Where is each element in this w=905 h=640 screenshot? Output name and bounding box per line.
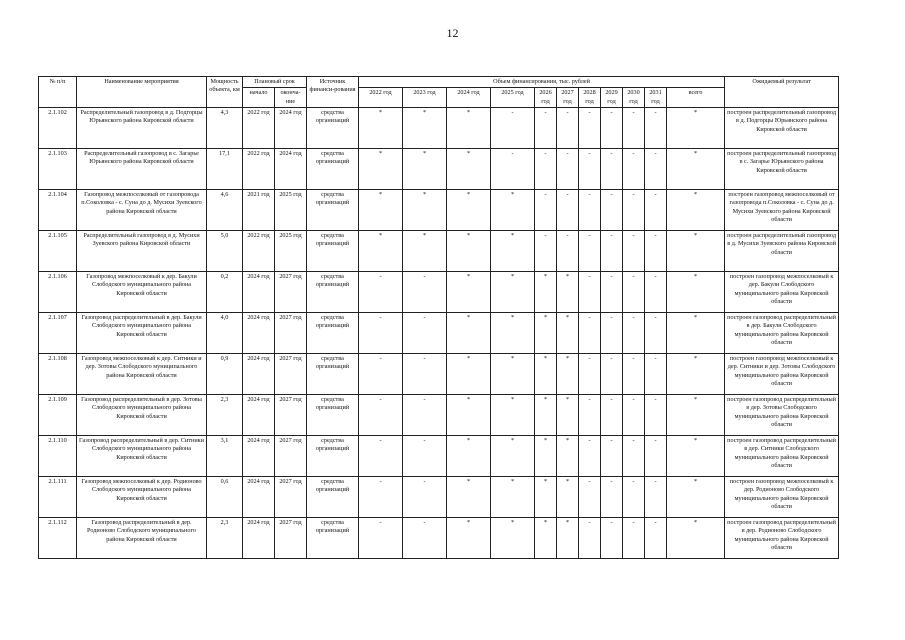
row-result: построен распределительный газопровод в д. Подгорцы Юрьянского района Кировской области <box>725 108 839 149</box>
header-capacity: Мощность объекта, км <box>207 77 243 108</box>
row-funding-cell: - <box>579 313 601 354</box>
row-source: средства организаций <box>307 108 359 149</box>
row-funding-cell: - <box>623 477 645 518</box>
header-year-2031: 2031 год <box>645 88 667 108</box>
header-year-2027: 2027 год <box>557 88 579 108</box>
header-year-2029: 2029 год <box>601 88 623 108</box>
row-result: построен газопровод распределительный в дер. Зотовы Слободского муниципального района Кировской области <box>725 395 839 436</box>
row-funding-cell: - <box>359 272 403 313</box>
row-funding-cell: * <box>667 108 725 149</box>
row-funding-cell: - <box>623 395 645 436</box>
row-funding-cell: - <box>359 477 403 518</box>
header-planned-term: Плановый срок <box>243 77 307 88</box>
table-row <box>39 436 839 477</box>
row-capacity: 4,3 <box>207 108 243 149</box>
table-row <box>39 231 839 272</box>
row-source: средства организаций <box>307 272 359 313</box>
row-capacity: 4,6 <box>207 190 243 231</box>
row-start: 2024 год <box>243 313 275 354</box>
row-end: 2027 год <box>275 436 307 477</box>
row-funding-cell: * <box>557 354 579 395</box>
row-num: 2.1.109 <box>39 395 77 436</box>
row-funding-cell: - <box>359 436 403 477</box>
row-funding-cell: - <box>403 477 447 518</box>
row-capacity: 17,1 <box>207 149 243 190</box>
row-funding-cell: - <box>579 149 601 190</box>
row-funding-cell: - <box>601 395 623 436</box>
row-source: средства организаций <box>307 477 359 518</box>
row-num: 2.1.108 <box>39 354 77 395</box>
row-funding-cell: - <box>601 354 623 395</box>
row-funding-cell: * <box>557 436 579 477</box>
header-year-2030: 2030 год <box>623 88 645 108</box>
row-funding-cell: - <box>645 313 667 354</box>
row-capacity: 4,0 <box>207 313 243 354</box>
row-funding-cell: * <box>667 395 725 436</box>
row-funding-cell: * <box>447 313 491 354</box>
row-funding-cell: * <box>557 395 579 436</box>
row-funding-cell: - <box>601 149 623 190</box>
row-funding-cell: * <box>535 354 557 395</box>
row-name: Газопровод межпоселковый к дер. Родионово Слободского муниципального района Кировской области <box>77 477 207 518</box>
row-source: средства организаций <box>307 149 359 190</box>
row-funding-cell: * <box>491 354 535 395</box>
row-funding-cell: - <box>601 477 623 518</box>
row-end: 2024 год <box>275 149 307 190</box>
row-num: 2.1.102 <box>39 108 77 149</box>
row-result: построен газопровод межпоселковый к дер. Родионово Слободского муниципального района Кировской области <box>725 477 839 518</box>
row-funding-cell: - <box>601 231 623 272</box>
row-funding-cell: - <box>557 149 579 190</box>
row-funding-cell: - <box>491 149 535 190</box>
row-funding-cell: * <box>447 518 491 559</box>
row-funding-cell: - <box>557 108 579 149</box>
row-funding-cell: - <box>535 190 557 231</box>
header-source: Источник финанси-рования <box>307 77 359 108</box>
row-funding-cell: * <box>447 354 491 395</box>
row-funding-cell: - <box>535 231 557 272</box>
row-funding-cell: * <box>359 149 403 190</box>
row-name: Распределительный газопровод в с. Загарье Юрьянского района Кировской области <box>77 149 207 190</box>
header-row-1 <box>39 77 839 88</box>
row-result: построен газопровод распределительный в дер. Бакули Слободского муниципального района Кировской области <box>725 313 839 354</box>
row-funding-cell: * <box>535 313 557 354</box>
funding-table <box>38 76 839 559</box>
row-num: 2.1.110 <box>39 436 77 477</box>
row-funding-cell: - <box>645 477 667 518</box>
row-start: 2022 год <box>243 149 275 190</box>
row-result: построен распределительный газопровод в с. Загарье Юрьянского района Кировской области <box>725 149 839 190</box>
row-funding-cell: * <box>491 518 535 559</box>
row-funding-cell: - <box>623 231 645 272</box>
row-source: средства организаций <box>307 395 359 436</box>
row-funding-cell: * <box>403 231 447 272</box>
header-year-2025: 2025 год <box>491 88 535 108</box>
row-funding-cell: - <box>579 518 601 559</box>
row-funding-cell: * <box>447 231 491 272</box>
row-start: 2022 год <box>243 231 275 272</box>
row-funding-cell: * <box>557 477 579 518</box>
row-funding-cell: * <box>491 436 535 477</box>
row-end: 2025 год <box>275 231 307 272</box>
row-funding-cell: * <box>403 190 447 231</box>
row-funding-cell: - <box>579 190 601 231</box>
row-start: 2024 год <box>243 354 275 395</box>
row-funding-cell: * <box>359 231 403 272</box>
row-source: средства организаций <box>307 436 359 477</box>
row-funding-cell: - <box>535 108 557 149</box>
row-funding-cell: - <box>623 313 645 354</box>
row-result: построен газопровод распределительный в дер. Ситники Слободского муниципального района Кировской области <box>725 436 839 477</box>
row-num: 2.1.105 <box>39 231 77 272</box>
row-funding-cell: - <box>403 518 447 559</box>
row-end: 2027 год <box>275 354 307 395</box>
row-funding-cell: - <box>601 272 623 313</box>
row-funding-cell: * <box>667 149 725 190</box>
row-capacity: 0,9 <box>207 354 243 395</box>
row-funding-cell: - <box>601 108 623 149</box>
row-funding-cell: * <box>667 477 725 518</box>
header-num: № п/п <box>39 77 77 108</box>
row-funding-cell: - <box>579 436 601 477</box>
table-row <box>39 190 839 231</box>
row-funding-cell: * <box>491 231 535 272</box>
row-funding-cell: * <box>667 313 725 354</box>
row-funding-cell: * <box>557 518 579 559</box>
header-year-2026: 2026 год <box>535 88 557 108</box>
row-funding-cell: * <box>667 272 725 313</box>
table-row <box>39 108 839 149</box>
row-funding-cell: - <box>645 436 667 477</box>
row-funding-cell: * <box>359 108 403 149</box>
page-number: 12 <box>446 26 459 40</box>
row-funding-cell: * <box>557 313 579 354</box>
row-funding-cell: - <box>359 518 403 559</box>
row-funding-cell: - <box>403 395 447 436</box>
row-funding-cell: * <box>403 149 447 190</box>
table-row <box>39 395 839 436</box>
row-funding-cell: - <box>601 436 623 477</box>
header-start: начало <box>243 88 275 108</box>
row-funding-cell: - <box>359 354 403 395</box>
row-funding-cell: - <box>579 395 601 436</box>
row-end: 2027 год <box>275 395 307 436</box>
row-funding-cell: - <box>601 313 623 354</box>
row-funding-cell: - <box>601 190 623 231</box>
row-source: средства организаций <box>307 313 359 354</box>
row-start: 2024 год <box>243 477 275 518</box>
table-row <box>39 518 839 559</box>
row-funding-cell: * <box>535 477 557 518</box>
row-funding-cell: * <box>667 436 725 477</box>
row-funding-cell: - <box>403 272 447 313</box>
header-year-2022: 2022 год <box>359 88 403 108</box>
row-funding-cell: - <box>579 354 601 395</box>
row-source: средства организаций <box>307 518 359 559</box>
row-name: Газопровод распределительный в дер. Зотовы Слободского муниципального района Кировской области <box>77 395 207 436</box>
row-funding-cell: * <box>491 477 535 518</box>
row-end: 2027 год <box>275 518 307 559</box>
row-name: Распределительный газопровод в д. Подгорцы Юрьянского района Кировской области <box>77 108 207 149</box>
row-funding-cell: * <box>491 395 535 436</box>
header-total: всего <box>667 88 725 108</box>
row-funding-cell: * <box>447 272 491 313</box>
row-funding-cell: - <box>579 272 601 313</box>
row-funding-cell: - <box>359 313 403 354</box>
header-result: Ожидаемый результат <box>725 77 839 108</box>
row-end: 2027 год <box>275 477 307 518</box>
row-funding-cell: - <box>645 149 667 190</box>
header-year-2023: 2023 год <box>403 88 447 108</box>
row-result: построен газопровод межпоселковый к дер. Ситники и дер. Зотовы Слободского муниципального района Кировской области <box>725 354 839 395</box>
header-name: Наименование мероприятия <box>77 77 207 108</box>
row-source: средства организаций <box>307 231 359 272</box>
row-funding-cell: - <box>623 149 645 190</box>
row-funding-cell: * <box>667 354 725 395</box>
row-name: Газопровод распределительный в дер. Бакули Слободского муниципального района Кировской области <box>77 313 207 354</box>
table-row <box>39 354 839 395</box>
row-result: построен газопровод межпоселковый от газопровода п.Соколовка - с. Суна до д. Мусихи Зуевского района Кировской области <box>725 190 839 231</box>
row-funding-cell: - <box>645 395 667 436</box>
row-result: построен газопровод межпоселковый к дер. Бакули Слободского муниципального района Кировской области <box>725 272 839 313</box>
row-funding-cell: * <box>535 395 557 436</box>
row-funding-cell: - <box>403 436 447 477</box>
row-funding-cell: * <box>667 190 725 231</box>
row-num: 2.1.106 <box>39 272 77 313</box>
row-funding-cell: - <box>645 108 667 149</box>
row-end: 2025 год <box>275 190 307 231</box>
row-funding-cell: * <box>447 149 491 190</box>
header-end: оконча-ние <box>275 88 307 108</box>
row-funding-cell: - <box>645 190 667 231</box>
row-funding-cell: * <box>535 272 557 313</box>
row-funding-cell: * <box>447 108 491 149</box>
row-num: 2.1.103 <box>39 149 77 190</box>
row-capacity: 2,3 <box>207 518 243 559</box>
row-funding-cell: * <box>447 477 491 518</box>
row-funding-cell: * <box>667 518 725 559</box>
row-funding-cell: - <box>579 477 601 518</box>
row-start: 2024 год <box>243 518 275 559</box>
row-funding-cell: - <box>601 518 623 559</box>
row-capacity: 5,0 <box>207 231 243 272</box>
row-funding-cell: - <box>557 190 579 231</box>
table-row <box>39 272 839 313</box>
row-funding-cell: - <box>623 354 645 395</box>
row-start: 2024 год <box>243 395 275 436</box>
row-funding-cell: - <box>579 108 601 149</box>
row-name: Газопровод распределительный в дер. Ситники Слободского муниципального района Кировской области <box>77 436 207 477</box>
row-end: 2027 год <box>275 313 307 354</box>
row-result: построен газопровод распределительный в дер. Родионово Слободского муниципального района Кировской области <box>725 518 839 559</box>
row-name: Распределительный газопровод в д. Мусихи Зуевского района Кировской области <box>77 231 207 272</box>
row-funding-cell: - <box>359 395 403 436</box>
row-num: 2.1.104 <box>39 190 77 231</box>
row-funding-cell: - <box>557 231 579 272</box>
row-end: 2024 год <box>275 108 307 149</box>
row-funding-cell: - <box>403 313 447 354</box>
row-start: 2022 год <box>243 108 275 149</box>
row-funding-cell: - <box>579 231 601 272</box>
row-funding-cell: * <box>491 272 535 313</box>
row-funding-cell: - <box>623 436 645 477</box>
row-funding-cell: * <box>447 436 491 477</box>
table-row <box>39 149 839 190</box>
row-funding-cell: - <box>623 272 645 313</box>
row-funding-cell: * <box>359 190 403 231</box>
row-capacity: 0,2 <box>207 272 243 313</box>
row-funding-cell: * <box>667 231 725 272</box>
row-source: средства организаций <box>307 190 359 231</box>
row-start: 2024 год <box>243 436 275 477</box>
row-funding-cell: * <box>447 190 491 231</box>
row-capacity: 3,1 <box>207 436 243 477</box>
row-num: 2.1.111 <box>39 477 77 518</box>
row-funding-cell: - <box>645 231 667 272</box>
row-start: 2024 год <box>243 272 275 313</box>
row-funding-cell: - <box>623 190 645 231</box>
row-funding-cell: * <box>535 518 557 559</box>
row-funding-cell: * <box>557 272 579 313</box>
row-funding-cell: * <box>403 108 447 149</box>
row-capacity: 2,3 <box>207 395 243 436</box>
row-funding-cell: * <box>535 436 557 477</box>
row-name: Газопровод распределительный в дер. Родионово Слободского муниципального района Кировской области <box>77 518 207 559</box>
row-end: 2027 год <box>275 272 307 313</box>
row-funding-cell: - <box>491 108 535 149</box>
row-funding-cell: * <box>491 313 535 354</box>
header-year-2028: 2028 год <box>579 88 601 108</box>
row-num: 2.1.107 <box>39 313 77 354</box>
row-name: Газопровод межпоселковый к дер. Бакули Слободского муниципального района Кировской области <box>77 272 207 313</box>
header-funding: Объем финансирования, тыс. рублей <box>359 77 725 88</box>
table-row <box>39 313 839 354</box>
row-start: 2021 год <box>243 190 275 231</box>
row-result: построен распределительный газопровод в д. Мусихи Зуевского района Кировской области <box>725 231 839 272</box>
row-funding-cell: - <box>645 272 667 313</box>
row-funding-cell: - <box>623 518 645 559</box>
row-name: Газопровод межпоселковый к дер. Ситники и дер. Зотовы Слободского муниципального района Кировской области <box>77 354 207 395</box>
row-name: Газопровод межпоселковый от газопровода п.Соколовка - с. Суна до д. Мусихи Зуевского района Кировской области <box>77 190 207 231</box>
row-funding-cell: - <box>403 354 447 395</box>
header-year-2024: 2024 год <box>447 88 491 108</box>
table-body <box>39 108 839 559</box>
table-row <box>39 477 839 518</box>
row-num: 2.1.112 <box>39 518 77 559</box>
row-funding-cell: - <box>645 518 667 559</box>
row-capacity: 0,6 <box>207 477 243 518</box>
row-funding-cell: * <box>491 190 535 231</box>
row-funding-cell: * <box>447 395 491 436</box>
row-funding-cell: - <box>645 354 667 395</box>
row-funding-cell: - <box>535 149 557 190</box>
row-funding-cell: - <box>623 108 645 149</box>
row-source: средства организаций <box>307 354 359 395</box>
